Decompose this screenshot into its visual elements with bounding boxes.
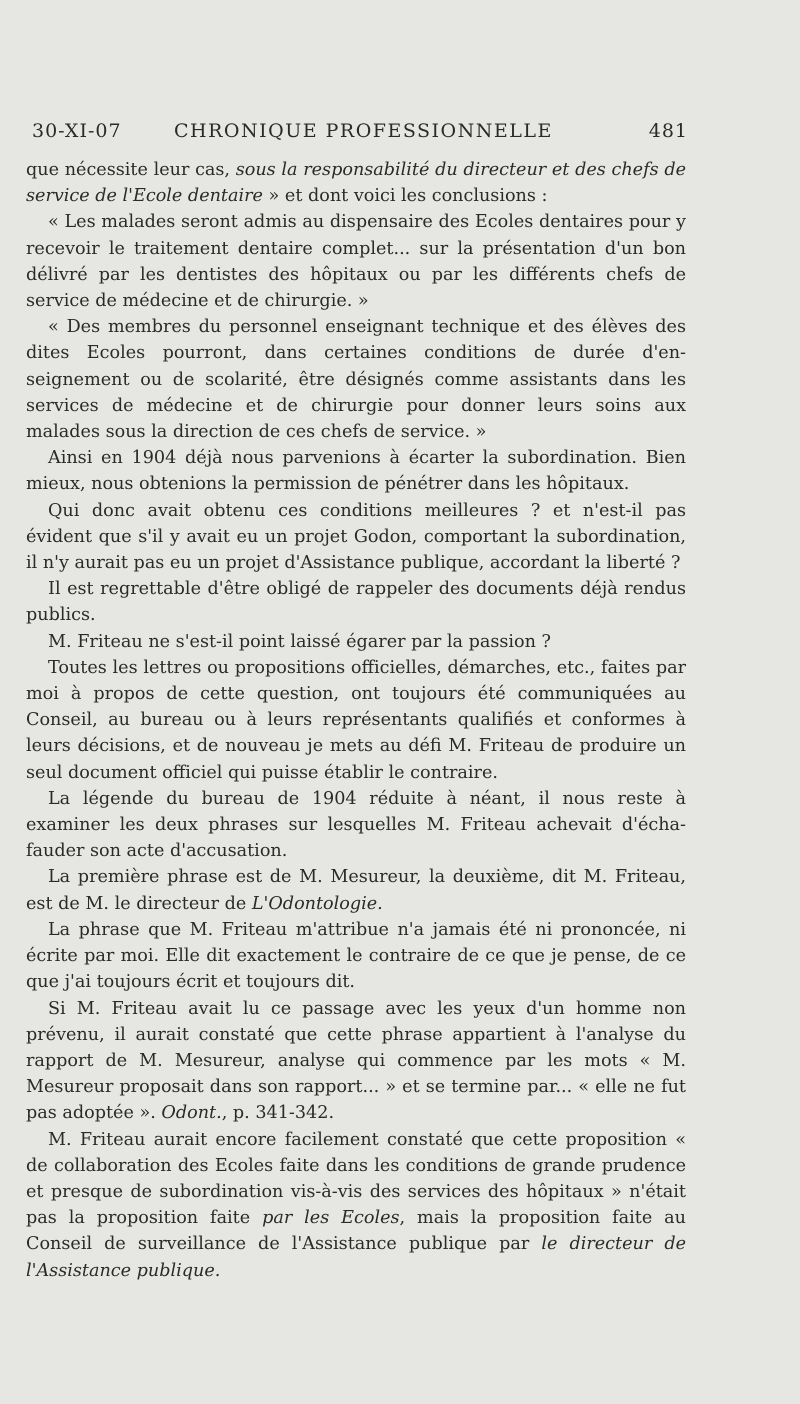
paragraph (26, 864, 686, 916)
text-segment: La légende du bureau de 1904 réduite à néant, il nous reste à examiner les deux phrases sur lesquelles M. Friteau achevait d'échafauder son acte d'accusation. (26, 788, 686, 862)
header-date: 30-XI-07 (32, 120, 122, 142)
paragraph (26, 157, 686, 209)
header-title: CHRONIQUE PROFESSIONNELLE (174, 120, 553, 142)
text-segment: La phrase que M. Friteau m'attribue n'a jamais été ni prononcée, ni écrite par moi. Elle dit exactement le contraire de ce que je pense, de ce que j'ai toujours écrit et toujours dit. (26, 919, 686, 993)
text-segment: , mais la proposition faite au Conseil de surveillance de l'Assistance publique par (26, 1208, 686, 1255)
paragraph (26, 996, 686, 1127)
italic-text: sous la responsabilité du directeur et des chefs de service de l'Ecole dentaire (26, 160, 686, 207)
paragraph (26, 209, 686, 314)
paragraph (26, 576, 686, 628)
text-segment: M. Friteau ne s'est-il point laissé égarer par la passion ? (48, 631, 551, 652)
text-segment: » et dont voici les conclusions : (262, 186, 548, 207)
italic-text: le directeur de l'Assistance publique. (26, 1234, 687, 1281)
text-segment: Qui donc avait obtenu ces conditions meilleures ? et n'est-il pas évident que s'il y avait eu un projet Godon, comportant la subordination, il n'y aurait pas eu un projet d'Assistance publique, accordant la liberté ? (26, 500, 686, 574)
text-segment: que nécessite leur cas, (26, 160, 236, 180)
text-segment: Si M. Friteau avait lu ce passage avec les yeux d'un homme non prévenu, il aurait constaté que cette phrase appartient à l'analyse du rapport de M. Mesureur, analyse qui commence par les mots « M. Mesureur proposait dans son rapport... » et se termine par... « elle ne fut pas adoptée ». (26, 998, 686, 1124)
paragraph (26, 445, 686, 497)
italic-text: L'Odontologie. (251, 893, 383, 914)
text-segment: « Les malades seront admis au dispensaire des Ecoles dentaires pour y recevoir le traitement dentaire complet... sur la présentation d'un bon délivré par les dentistes des hôpitaux ou par les différents chefs de service de médecine et de chirurgie. » (26, 212, 686, 312)
text-segment: « Des membres du personnel enseignant technique et des élèves des dites Ecoles pourront, dans certaines conditions de durée d'enseignement ou de scolarité, être désignés comme assistants dans les services de médecine et de chirurgie pour donner leurs soins aux malades sous la direction de ces chefs de service. » (26, 317, 686, 443)
paragraph (26, 655, 686, 786)
body-text (26, 157, 686, 1284)
paragraph (26, 629, 686, 655)
paragraph (26, 1127, 686, 1284)
text-segment: La première phrase est de M. Mesureur, la deuxième, dit M. Friteau, est de M. le directeur de (26, 867, 686, 914)
italic-text: par les Ecoles (262, 1208, 400, 1229)
text-segment: M. Friteau aurait encore facilement constaté que cette proposition « de collaboration des Ecoles faite dans les conditions de grande prudence et presque de subordination vis-à-vis des services des hôpitaux » n'était pas la proposition faite (26, 1129, 686, 1229)
paragraph (26, 314, 686, 445)
text-segment: , p. 341-342. (221, 1103, 335, 1124)
text-segment: Toutes les lettres ou propositions officielles, démarches, etc., faites par moi à propos de cette question, ont toujours été communiquées au Conseil, au bureau ou à leurs représentants qualifiés et conformes à leurs décisions, et de nouveau je mets au défi M. Friteau de produire un seul document officiel qui puisse établir le contraire. (26, 657, 686, 783)
text-segment: Ainsi en 1904 déjà nous parvenions à écarter la subordination. Bien mieux, nous obtenions la permission de pénétrer dans les hôpitaux. (26, 448, 686, 495)
italic-text: Odont. (161, 1103, 222, 1124)
text-segment: Il est regrettable d'être obligé de rappeler des documents déjà rendus publics. (26, 579, 686, 626)
paragraph (26, 786, 686, 865)
paragraph (26, 498, 686, 577)
paragraph (26, 917, 686, 996)
page-number: 481 (648, 120, 688, 142)
running-header (32, 120, 688, 150)
